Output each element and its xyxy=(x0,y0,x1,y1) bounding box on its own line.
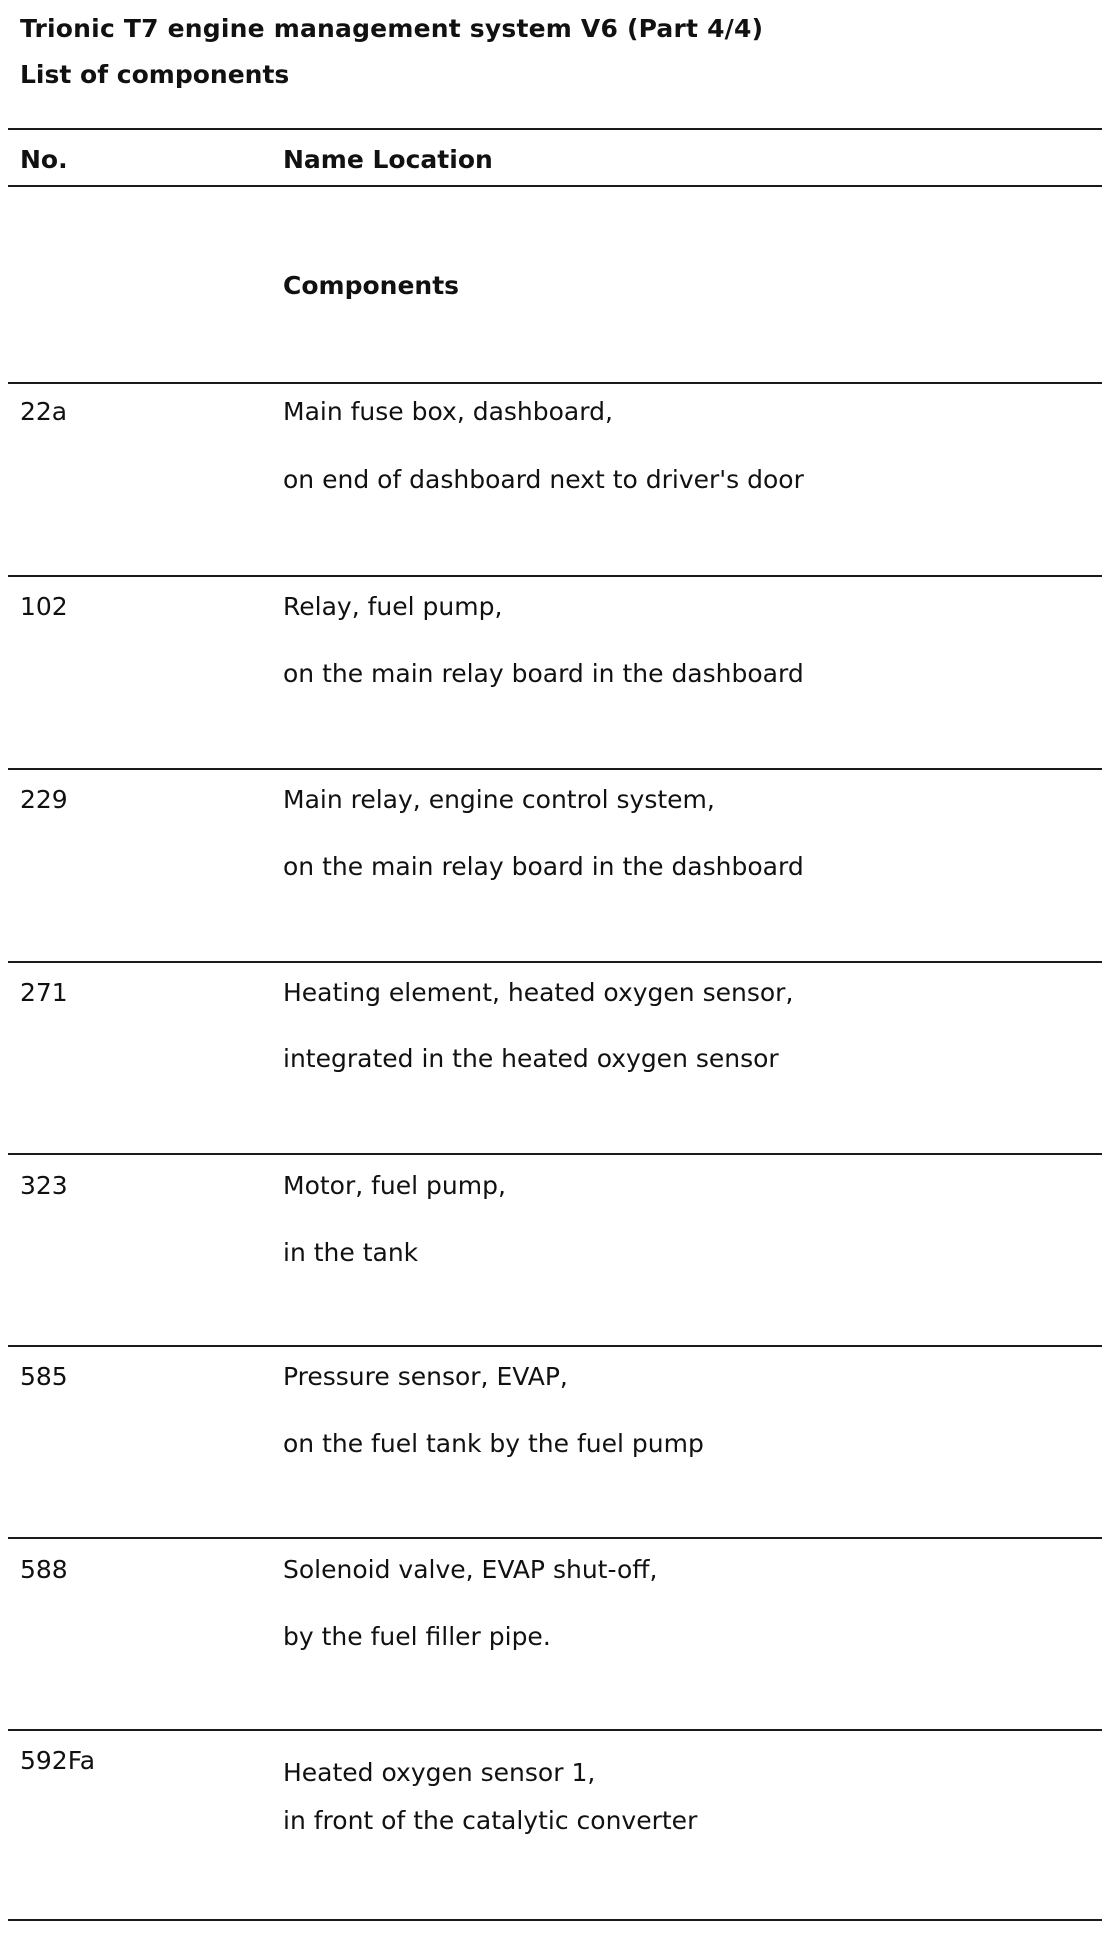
row-number: 323 xyxy=(20,1171,68,1200)
header-no: No. xyxy=(20,145,68,174)
row-number: 229 xyxy=(20,785,68,814)
row-location: integrated in the heated oxygen sensor xyxy=(283,1044,779,1073)
row-name: Heated oxygen sensor 1, xyxy=(283,1758,596,1787)
row-location: on the main relay board in the dashboard xyxy=(283,659,804,688)
header-name-location: Name Location xyxy=(283,145,493,174)
row-number: 22a xyxy=(20,397,68,426)
row-divider xyxy=(8,1729,1102,1731)
section-heading: Components xyxy=(283,271,460,300)
row-number: 585 xyxy=(20,1362,68,1391)
row-divider xyxy=(8,575,1102,577)
row-number: 271 xyxy=(20,978,68,1007)
table-top-rule xyxy=(8,128,1102,130)
row-name: Relay, fuel pump, xyxy=(283,592,503,621)
header-bottom-rule xyxy=(8,185,1102,187)
row-divider xyxy=(8,1153,1102,1155)
row-name: Main relay, engine control system, xyxy=(283,785,715,814)
row-name: Pressure sensor, EVAP, xyxy=(283,1362,568,1391)
row-name: Solenoid valve, EVAP shut-off, xyxy=(283,1555,658,1584)
document-title: Trionic T7 engine management system V6 (Part 4/4) xyxy=(20,14,764,43)
row-location: on end of dashboard next to driver's door xyxy=(283,465,804,494)
row-divider xyxy=(8,768,1102,770)
row-location: on the fuel tank by the fuel pump xyxy=(283,1429,704,1458)
row-number: 592Fa xyxy=(20,1746,96,1775)
document-subtitle: List of components xyxy=(20,60,290,89)
row-number: 588 xyxy=(20,1555,68,1584)
row-number: 102 xyxy=(20,592,68,621)
row-divider xyxy=(8,1345,1102,1347)
row-divider xyxy=(8,382,1102,384)
row-name: Main fuse box, dashboard, xyxy=(283,397,613,426)
row-location: in the tank xyxy=(283,1238,419,1267)
row-name: Motor, fuel pump, xyxy=(283,1171,506,1200)
row-location: by the fuel filler pipe. xyxy=(283,1622,551,1651)
row-location: on the main relay board in the dashboard xyxy=(283,852,804,881)
row-location: in front of the catalytic converter xyxy=(283,1806,698,1835)
row-divider xyxy=(8,961,1102,963)
row-name: Heating element, heated oxygen sensor, xyxy=(283,978,794,1007)
table-bottom-rule xyxy=(8,1919,1102,1921)
row-divider xyxy=(8,1537,1102,1539)
